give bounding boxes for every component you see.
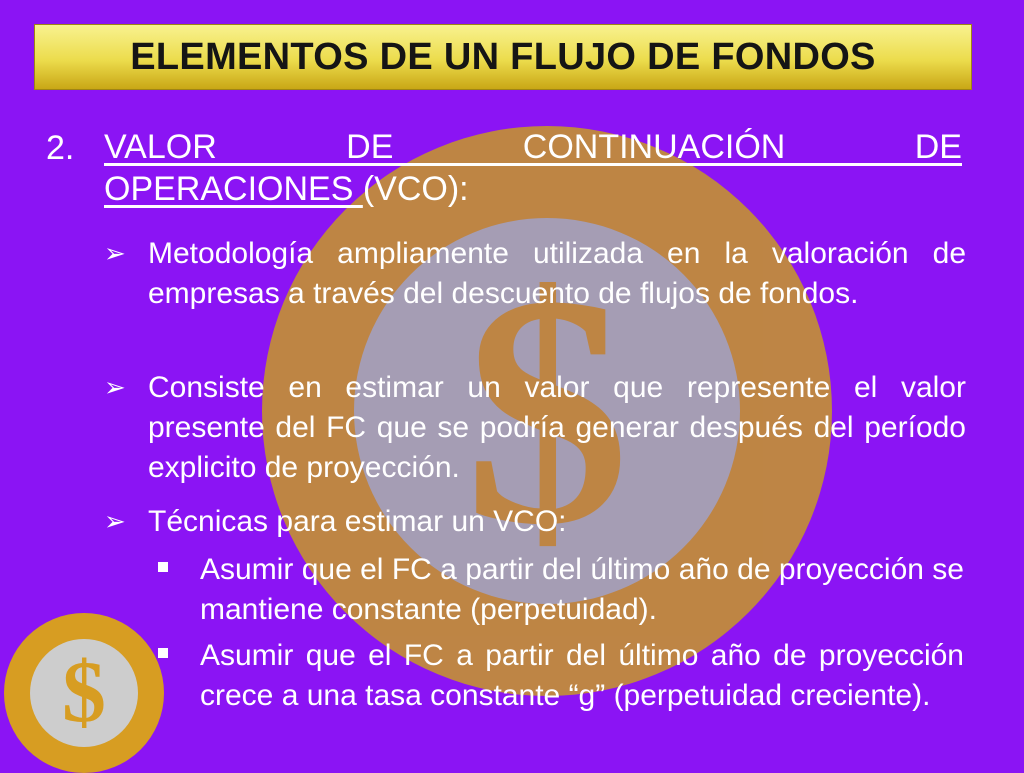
arrow-bullet-icon: ➢ — [104, 507, 126, 537]
dollar-sign-icon: $ — [464, 228, 630, 593]
sub-bullet-text: Asumir que el FC a partir del último año de proyección se mantiene constante (perpetuidad). — [200, 553, 964, 626]
item-number: 2. — [46, 129, 75, 167]
section-heading-rest: (VCO): — [362, 170, 469, 208]
numbered-item — [46, 126, 964, 226]
dollar-sign-icon: $ — [62, 644, 106, 741]
slide-title: ELEMENTOS DE UN FLUJO DE FONDOS — [130, 35, 876, 78]
bullet-text: Técnicas para estimar un VCO: — [148, 505, 567, 538]
square-bullet-icon — [158, 648, 168, 658]
square-bullet-icon — [158, 562, 168, 572]
bullet-text: Consiste en estimar un valor que represente el valor presente del FC que se podría generar después del período explicito de proyección. — [148, 371, 966, 484]
section-heading-line2 — [104, 168, 962, 210]
section-heading-line1: VALOR DE CONTINUACIÓN DE — [104, 128, 962, 166]
section-heading-underlined: OPERACIONES — [104, 170, 363, 208]
sub-bullet-text: Asumir que el FC a partir del último año de proyección crece a una tasa constante “g” (perpetuidad creciente). — [200, 639, 964, 712]
bullet-text: Metodología ampliamente utilizada en la valoración de empresas a través del descuento de flujos de fondos. — [148, 237, 966, 310]
arrow-bullet-icon: ➢ — [104, 239, 126, 269]
arrow-bullet-icon: ➢ — [104, 373, 126, 403]
